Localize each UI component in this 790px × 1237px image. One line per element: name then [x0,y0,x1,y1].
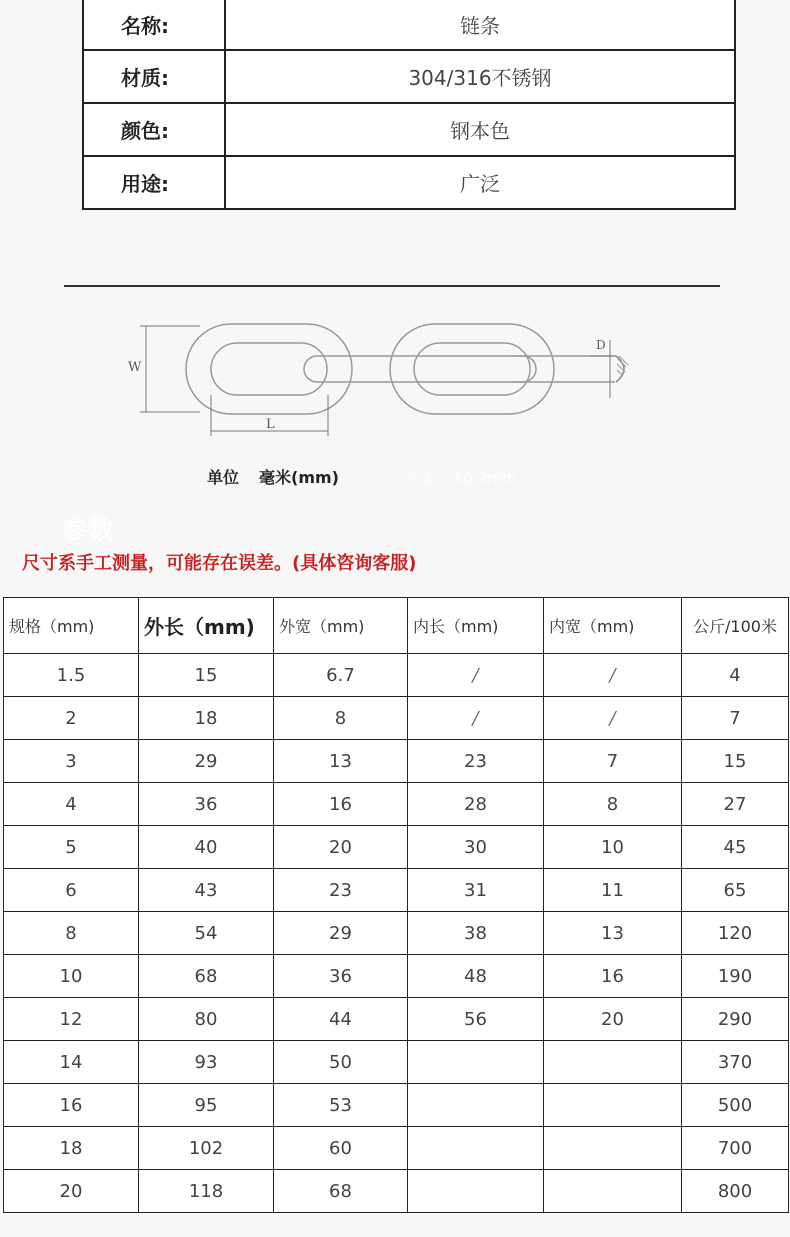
table-cell: 60 [274,1127,408,1170]
table-row [4,912,789,955]
table-cell: 8 [4,912,139,955]
table-cell: 20 [4,1170,139,1213]
table-cell: 700 [682,1127,789,1170]
info-key: 名称: [83,0,225,50]
table-cell: 36 [139,783,274,826]
chain-link-inner [414,343,530,395]
table-cell: 11 [544,869,682,912]
table-cell: 2 [4,697,139,740]
divider [64,285,720,287]
chain-link-inner [211,343,327,395]
info-row [83,50,735,103]
table-cell: 48 [408,955,544,998]
table-cell: 190 [682,955,789,998]
table-cell: 102 [139,1127,274,1170]
spec-header-row [4,598,789,654]
table-cell: 18 [139,697,274,740]
table-cell: 80 [139,998,274,1041]
table-cell: 6.7 [274,654,408,697]
info-row [83,103,735,156]
label-l: L [266,417,275,432]
table-cell: 29 [139,740,274,783]
table-cell: 14 [4,1041,139,1084]
table-cell: 8 [274,697,408,740]
table-row [4,1170,789,1213]
info-key: 颜色: [83,103,225,156]
table-cell: 68 [139,955,274,998]
table-cell: 30 [408,826,544,869]
table-cell: 5 [4,826,139,869]
table-cell: 7 [544,740,682,783]
info-value: 304/316不锈钢 [225,50,735,103]
table-cell: 370 [682,1041,789,1084]
table-cell: 1.5 [4,654,139,697]
table-cell: / [544,654,682,697]
table-cell: 10 [544,826,682,869]
table-cell: 44 [274,998,408,1041]
col-header-inner-width: 内宽（mm) [544,598,682,654]
table-row [4,998,789,1041]
table-cell: 16 [544,955,682,998]
table-cell: 18 [4,1127,139,1170]
table-cell: 15 [682,740,789,783]
table-cell [544,1084,682,1127]
label-d: D [596,338,606,352]
info-value: 链条 [225,0,735,50]
table-row [4,826,789,869]
table-cell: 56 [408,998,544,1041]
table-row [4,740,789,783]
table-cell: 12 [4,998,139,1041]
table-cell: / [408,697,544,740]
table-cell: 500 [682,1084,789,1127]
table-cell: 36 [274,955,408,998]
table-cell: 45 [682,826,789,869]
table-cell: 50 [274,1041,408,1084]
table-row [4,654,789,697]
unit-label: 单位 [207,468,240,487]
table-row [4,1041,789,1084]
table-cell [544,1041,682,1084]
table-row [4,1127,789,1170]
table-cell: / [408,654,544,697]
table-cell: 15 [139,654,274,697]
col-header-outer-width: 外宽（mm) [274,598,408,654]
measurement-note: 尺寸系手工测量，可能存在误差。(具体咨询客服) [22,553,417,574]
table-cell: 68 [274,1170,408,1213]
table-cell [544,1127,682,1170]
table-cell: 13 [544,912,682,955]
table-cell: 40 [139,826,274,869]
chain-dimension-diagram [120,312,640,442]
table-cell: 10 [4,955,139,998]
table-cell: 120 [682,912,789,955]
table-cell: 43 [139,869,274,912]
table-cell: 23 [408,740,544,783]
col-header-spec: 规格（mm) [4,598,139,654]
table-cell: 54 [139,912,274,955]
info-row [83,0,735,50]
col-header-weight: 公斤/100米 [682,598,789,654]
table-cell: 16 [274,783,408,826]
table-cell: 16 [4,1084,139,1127]
table-cell [408,1084,544,1127]
col-header-inner-length: 内长（mm) [408,598,544,654]
table-cell: 3 [4,740,139,783]
table-row [4,869,789,912]
table-cell: 290 [682,998,789,1041]
table-cell: 31 [408,869,544,912]
label-w: W [128,360,142,375]
table-cell [408,1127,544,1170]
info-value: 广泛 [225,156,735,209]
table-cell: 7 [682,697,789,740]
chain-link-side [304,356,536,382]
col-header-outer-length: 外长（mm) [139,598,274,654]
tolerance-watermark: 公差：±0.2mm [406,469,517,487]
table-row [4,783,789,826]
spec-table-body [4,654,789,1213]
product-info-table [82,0,736,210]
table-cell: 29 [274,912,408,955]
table-cell: 53 [274,1084,408,1127]
table-cell: 65 [682,869,789,912]
table-cell [544,1170,682,1213]
table-cell: 95 [139,1084,274,1127]
table-cell: 27 [682,783,789,826]
table-cell: 13 [274,740,408,783]
table-cell: 8 [544,783,682,826]
info-row [83,156,735,209]
info-key: 用途: [83,156,225,209]
table-cell: 6 [4,869,139,912]
table-row [4,955,789,998]
table-cell: 93 [139,1041,274,1084]
table-cell: 20 [544,998,682,1041]
table-cell: 28 [408,783,544,826]
table-row [4,697,789,740]
table-cell: 23 [274,869,408,912]
table-cell: 38 [408,912,544,955]
table-cell: 800 [682,1170,789,1213]
table-cell [408,1041,544,1084]
params-watermark: 参数 [62,516,115,546]
table-cell: 118 [139,1170,274,1213]
unit-value: 毫米(mm) [259,468,339,487]
table-row [4,1084,789,1127]
table-cell [408,1170,544,1213]
table-cell: 4 [682,654,789,697]
spec-table [3,597,789,1213]
table-cell: 20 [274,826,408,869]
info-key: 材质: [83,50,225,103]
unit-caption [207,465,339,488]
table-cell: 4 [4,783,139,826]
table-cell: / [544,697,682,740]
info-value: 钢本色 [225,103,735,156]
